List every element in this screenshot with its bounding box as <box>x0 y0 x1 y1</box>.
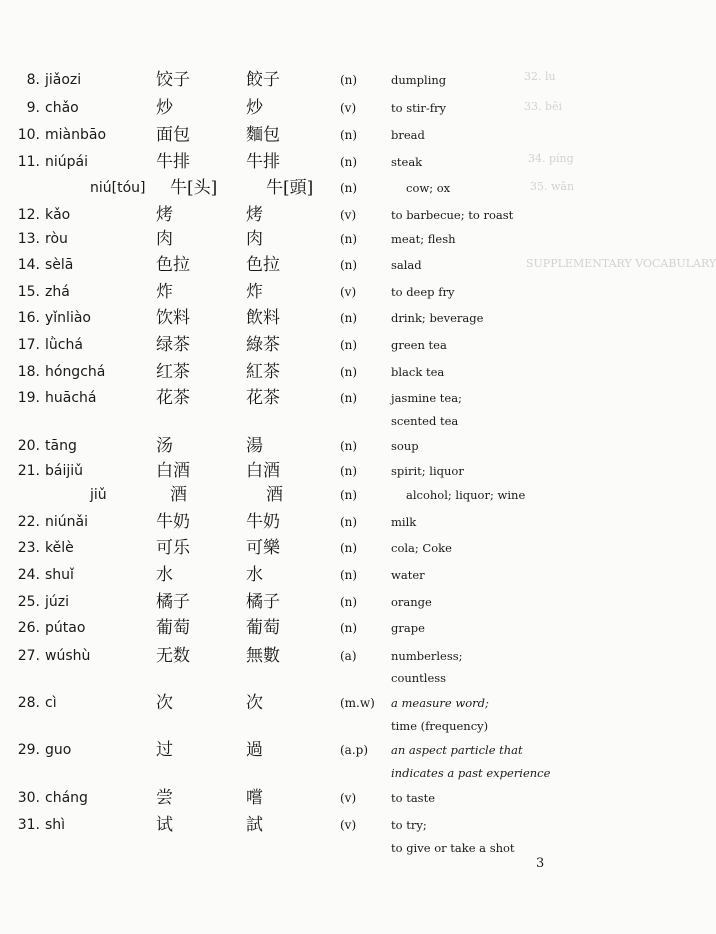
entry-simplified: 酒 <box>170 485 187 505</box>
vocab-entry <box>0 282 600 306</box>
entry-simplified: 牛[头] <box>170 178 218 198</box>
entry-number: 13. <box>17 231 40 247</box>
entry-part-of-speech: (n) <box>340 464 358 478</box>
bleed-through-text: 35. wǎn <box>530 180 575 193</box>
entry-part-of-speech: (v) <box>340 101 357 115</box>
entry-pinyin: pútao <box>45 620 86 636</box>
entry-pinyin: jiǎozi <box>45 72 82 88</box>
entry-part-of-speech: (v) <box>340 285 357 299</box>
entry-part-of-speech: (n) <box>340 73 358 87</box>
entry-definition: steak <box>391 155 423 169</box>
entry-number: 9. <box>26 100 40 116</box>
entry-definition: a measure word; <box>391 696 489 710</box>
entry-number: 22. <box>17 514 40 530</box>
entry-pinyin: niúnǎi <box>45 514 88 530</box>
entry-part-of-speech: (n) <box>340 128 358 142</box>
entry-definition: spirit; liquor <box>391 464 464 478</box>
entry-number: 31. <box>17 817 40 833</box>
entry-traditional: 次 <box>246 693 263 713</box>
vocab-entry <box>0 388 600 412</box>
bleed-through-text: 34. píng <box>528 152 574 165</box>
entry-traditional: 色拉 <box>246 255 280 275</box>
vocab-entry <box>0 740 600 764</box>
entry-part-of-speech: (n) <box>340 515 358 529</box>
entry-pinyin: huāchá <box>45 390 97 406</box>
entry-part-of-speech: (n) <box>340 365 358 379</box>
vocab-entry <box>0 512 600 536</box>
entry-simplified: 饺子 <box>156 70 190 90</box>
entry-simplified: 烤 <box>156 205 173 225</box>
entry-definition: to barbecue; to roast <box>391 208 514 222</box>
vocab-entry <box>0 436 600 460</box>
entry-definition: black tea <box>391 365 445 379</box>
entry-simplified: 牛奶 <box>156 512 190 532</box>
entry-part-of-speech: (n) <box>340 439 358 453</box>
entry-simplified: 花茶 <box>156 388 190 408</box>
vocab-entry <box>0 70 600 94</box>
vocab-entry <box>0 693 600 717</box>
entry-definition: soup <box>391 439 419 453</box>
entry-definition: drink; beverage <box>391 311 484 325</box>
bleed-through-text: 32. lu <box>524 70 556 83</box>
vocab-entry <box>0 538 600 562</box>
entry-part-of-speech: (m.w) <box>340 696 375 710</box>
vocab-entry <box>0 565 600 589</box>
entry-traditional: 飲料 <box>246 308 280 328</box>
entry-part-of-speech: (n) <box>340 541 358 555</box>
page-number: 3 <box>536 856 545 871</box>
vocab-entry <box>0 125 600 149</box>
entry-traditional: 嚐 <box>246 788 263 808</box>
vocab-entry <box>0 308 600 332</box>
entry-traditional: 葡萄 <box>246 618 280 638</box>
entry-number: 21. <box>17 463 40 479</box>
entry-pinyin: cháng <box>45 790 88 806</box>
entry-simplified: 牛排 <box>156 152 190 172</box>
entry-number: 15. <box>17 284 40 300</box>
entry-pinyin: kělè <box>45 540 74 556</box>
entry-definition-continued: scented tea <box>391 414 459 428</box>
vocab-entry <box>0 152 600 176</box>
entry-pinyin: yǐnliào <box>45 310 91 326</box>
entry-pinyin: niú[tóu] <box>90 180 146 196</box>
entry-simplified: 肉 <box>156 229 173 249</box>
entry-traditional: 餃子 <box>246 70 280 90</box>
entry-number: 23. <box>17 540 40 556</box>
vocab-entry <box>0 335 600 359</box>
entry-definition: to deep fry <box>391 285 455 299</box>
entry-simplified: 可乐 <box>156 538 190 558</box>
entry-traditional: 湯 <box>246 436 263 456</box>
entry-definition: meat; flesh <box>391 232 456 246</box>
vocab-entry <box>0 815 600 839</box>
entry-part-of-speech: (a.p) <box>340 743 369 757</box>
vocab-entry <box>0 229 600 253</box>
entry-simplified: 绿茶 <box>156 335 190 355</box>
entry-pinyin: hóngchá <box>45 364 106 380</box>
entry-part-of-speech: (n) <box>340 181 358 195</box>
vocab-subentry <box>0 485 600 509</box>
entry-traditional: 過 <box>246 740 263 760</box>
entry-part-of-speech: (a) <box>340 649 357 663</box>
entry-definition-continued: time (frequency) <box>391 719 489 733</box>
bleed-through-text: 33. bēi <box>524 100 563 113</box>
entry-part-of-speech: (n) <box>340 232 358 246</box>
entry-number: 16. <box>17 310 40 326</box>
entry-part-of-speech: (n) <box>340 311 358 325</box>
vocab-entry <box>0 618 600 642</box>
entry-traditional: 炒 <box>246 98 263 118</box>
entry-part-of-speech: (n) <box>340 391 358 405</box>
entry-pinyin: lǜchá <box>45 337 83 353</box>
vocab-entry <box>0 98 600 122</box>
entry-definition: to stir-fry <box>391 101 447 115</box>
entry-pinyin: tāng <box>45 438 77 454</box>
entry-pinyin: niúpái <box>45 154 88 170</box>
entry-simplified: 橘子 <box>156 592 190 612</box>
entry-number: 26. <box>17 620 40 636</box>
entry-number: 30. <box>17 790 40 806</box>
entry-pinyin: wúshù <box>45 648 91 664</box>
entry-traditional: 白酒 <box>246 461 280 481</box>
entry-traditional: 橘子 <box>246 592 280 612</box>
entry-number: 24. <box>17 567 40 583</box>
entry-traditional: 酒 <box>266 485 283 505</box>
entry-traditional: 可樂 <box>246 538 280 558</box>
entry-traditional: 牛[頭] <box>266 178 314 198</box>
vocab-entry <box>0 205 600 229</box>
entry-part-of-speech: (n) <box>340 621 358 635</box>
entry-simplified: 无数 <box>156 646 190 666</box>
entry-traditional: 牛奶 <box>246 512 280 532</box>
entry-part-of-speech: (n) <box>340 258 358 272</box>
entry-simplified: 汤 <box>156 436 173 456</box>
entry-pinyin: báijiǔ <box>45 463 84 479</box>
entry-number: 8. <box>26 72 40 88</box>
entry-definition-continued: countless <box>391 671 447 685</box>
entry-simplified: 试 <box>156 815 173 835</box>
entry-number: 17. <box>17 337 40 353</box>
bleed-through-text: SUPPLEMENTARY VOCABULARY <box>526 257 716 270</box>
entry-simplified: 白酒 <box>156 461 190 481</box>
entry-traditional: 烤 <box>246 205 263 225</box>
entry-pinyin: shì <box>45 817 66 833</box>
entry-pinyin: sèlā <box>45 257 74 273</box>
entry-traditional: 紅茶 <box>246 362 280 382</box>
vocab-entry <box>0 592 600 616</box>
entry-definition: water <box>391 568 425 582</box>
entry-definition: grape <box>391 621 425 635</box>
entry-pinyin: guo <box>45 742 72 758</box>
entry-simplified: 炒 <box>156 98 173 118</box>
vocab-entry <box>0 646 600 670</box>
entry-number: 29. <box>17 742 40 758</box>
entry-number: 12. <box>17 207 40 223</box>
entry-part-of-speech: (v) <box>340 818 357 832</box>
entry-simplified: 炸 <box>156 282 173 302</box>
entry-number: 11. <box>17 154 40 170</box>
entry-pinyin: jiǔ <box>90 487 107 503</box>
entry-definition: dumpling <box>391 73 447 87</box>
vocab-entry <box>0 255 600 279</box>
entry-definition: salad <box>391 258 422 272</box>
entry-part-of-speech: (v) <box>340 791 357 805</box>
entry-traditional: 水 <box>246 565 263 585</box>
entry-traditional: 無數 <box>246 646 280 666</box>
entry-definition-continued: to give or take a shot <box>391 841 515 855</box>
entry-simplified: 葡萄 <box>156 618 190 638</box>
entry-definition: to try; <box>391 818 427 832</box>
entry-simplified: 次 <box>156 693 173 713</box>
entry-simplified: 面包 <box>156 125 190 145</box>
entry-definition: cow; ox <box>406 181 451 195</box>
entry-pinyin: ròu <box>45 231 68 247</box>
entry-traditional: 試 <box>246 815 263 835</box>
entry-pinyin: cì <box>45 695 57 711</box>
entry-traditional: 牛排 <box>246 152 280 172</box>
entry-number: 14. <box>17 257 40 273</box>
entry-part-of-speech: (n) <box>340 155 358 169</box>
entry-simplified: 水 <box>156 565 173 585</box>
entry-simplified: 色拉 <box>156 255 190 275</box>
entry-traditional: 炸 <box>246 282 263 302</box>
entry-definition: orange <box>391 595 432 609</box>
entry-traditional: 麵包 <box>246 125 280 145</box>
entry-simplified: 红茶 <box>156 362 190 382</box>
entry-number: 10. <box>17 127 40 143</box>
entry-traditional: 肉 <box>246 229 263 249</box>
entry-pinyin: zhá <box>45 284 70 300</box>
entry-number: 28. <box>17 695 40 711</box>
entry-definition: alcohol; liquor; wine <box>406 488 526 502</box>
entry-pinyin: shuǐ <box>45 567 74 583</box>
vocab-entry <box>0 461 600 485</box>
entry-number: 20. <box>17 438 40 454</box>
entry-part-of-speech: (v) <box>340 208 357 222</box>
entry-definition-continued: indicates a past experience <box>391 766 551 780</box>
entry-part-of-speech: (n) <box>340 595 358 609</box>
vocab-entry <box>0 788 600 812</box>
entry-part-of-speech: (n) <box>340 568 358 582</box>
entry-simplified: 过 <box>156 740 173 760</box>
entry-simplified: 尝 <box>156 788 173 808</box>
vocab-entry <box>0 362 600 386</box>
entry-traditional: 花茶 <box>246 388 280 408</box>
entry-definition: bread <box>391 128 425 142</box>
entry-pinyin: júzi <box>45 594 70 610</box>
entry-part-of-speech: (n) <box>340 488 358 502</box>
entry-definition: milk <box>391 515 417 529</box>
entry-part-of-speech: (n) <box>340 338 358 352</box>
entry-pinyin: kǎo <box>45 207 71 223</box>
entry-definition: numberless; <box>391 649 463 663</box>
entry-definition: cola; Coke <box>391 541 452 555</box>
entry-definition: to taste <box>391 791 436 805</box>
entry-number: 18. <box>17 364 40 380</box>
entry-definition: jasmine tea; <box>391 391 462 405</box>
entry-definition: green tea <box>391 338 447 352</box>
entry-simplified: 饮料 <box>156 308 190 328</box>
entry-number: 19. <box>17 390 40 406</box>
entry-pinyin: chǎo <box>45 100 79 116</box>
entry-traditional: 綠茶 <box>246 335 280 355</box>
entry-pinyin: miànbāo <box>45 127 107 143</box>
vocab-subentry <box>0 178 600 202</box>
entry-number: 27. <box>17 648 40 664</box>
entry-number: 25. <box>17 594 40 610</box>
entry-definition: an aspect particle that <box>391 743 523 757</box>
